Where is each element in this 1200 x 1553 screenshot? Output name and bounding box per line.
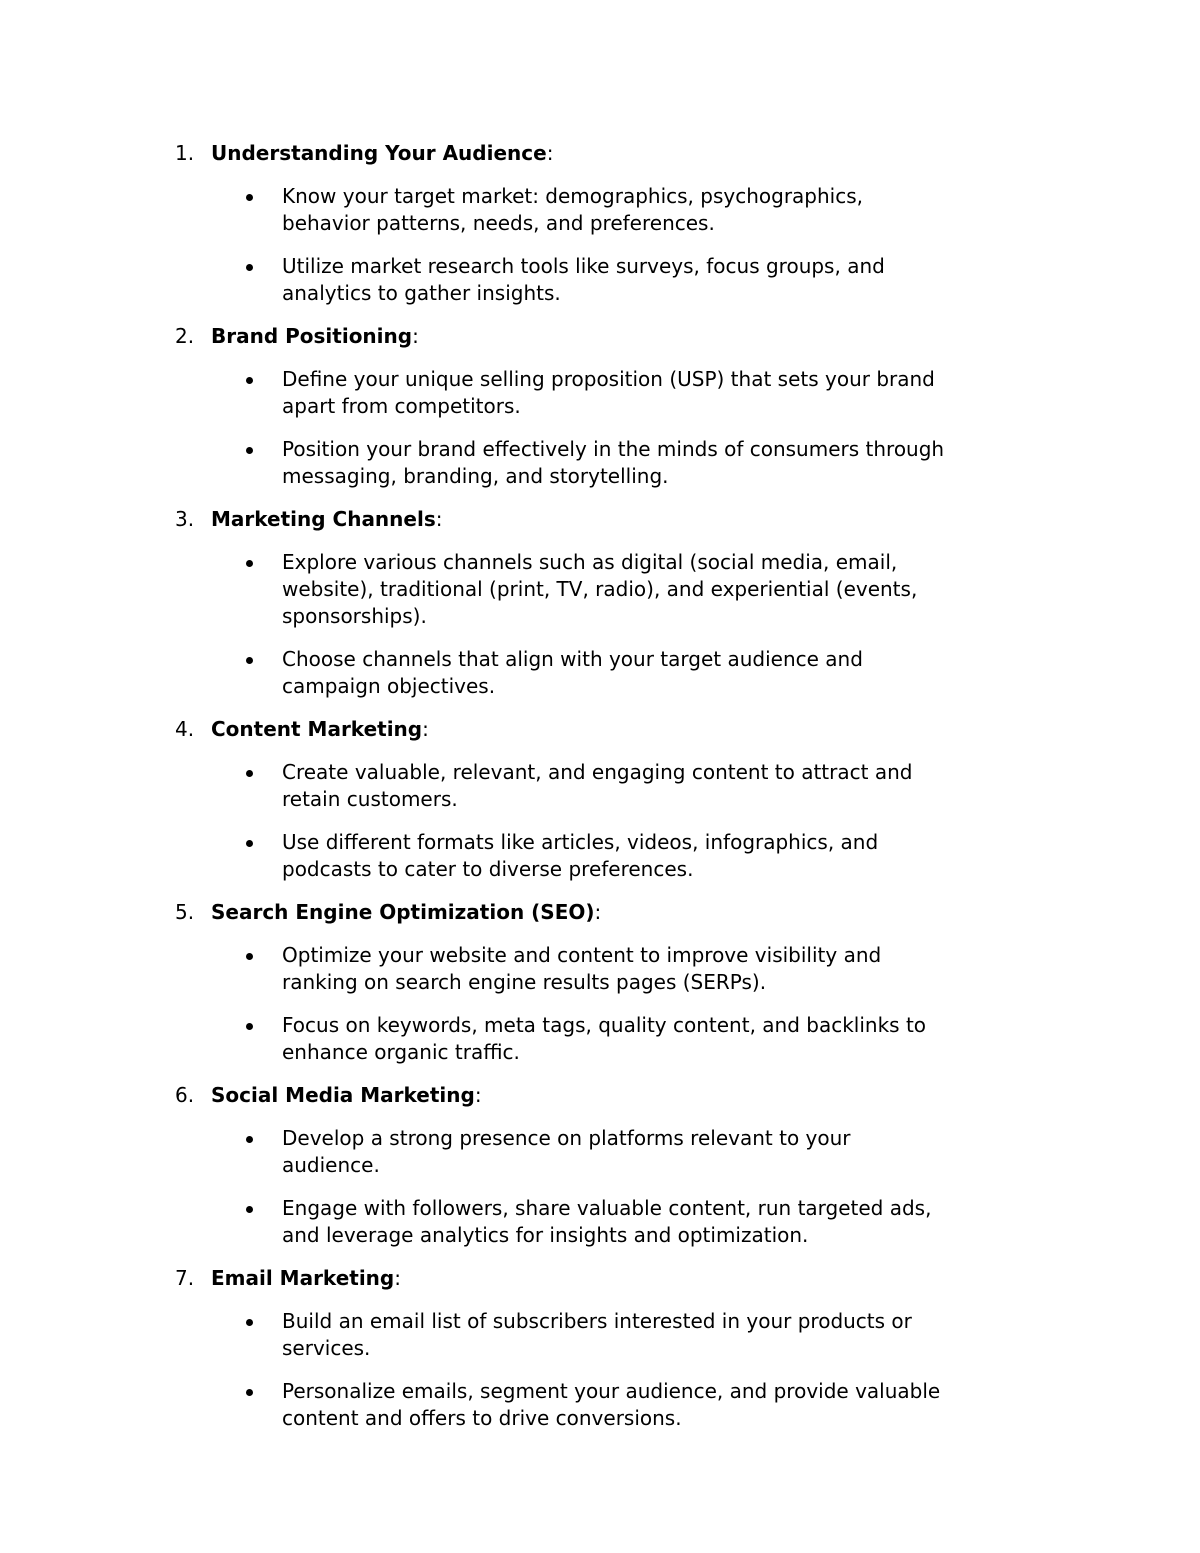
section-number: 1.	[175, 141, 195, 165]
section-colon: :	[394, 1266, 401, 1290]
bullet-text: Utilize market research tools like surveys, focus groups, and analytics to gather insights.	[282, 254, 885, 305]
section-heading	[175, 140, 1075, 167]
section-number: 2.	[175, 324, 195, 348]
bullet-text: Use different formats like articles, videos, infographics, and podcasts to cater to diverse preferences.	[282, 830, 879, 881]
section-heading	[175, 716, 1075, 743]
section-colon: :	[594, 900, 602, 924]
list-item	[175, 549, 952, 630]
bullet-text: Position your brand effectively in the minds of consumers through messaging, branding, and storytelling.	[282, 437, 945, 488]
section-number: 6.	[175, 1083, 195, 1107]
bullet-list	[175, 366, 1075, 490]
bullet-text: Engage with followers, share valuable content, run targeted ads, and leverage analytics for insights and optimization.	[282, 1196, 932, 1247]
numbered-list	[175, 140, 1075, 1448]
list-item	[175, 1012, 952, 1066]
section-heading	[175, 323, 1075, 350]
bullet-icon	[246, 1136, 253, 1143]
bullet-icon	[246, 377, 253, 384]
bullet-icon	[246, 770, 253, 777]
list-item	[175, 942, 952, 996]
bullet-text: Focus on keywords, meta tags, quality content, and backlinks to enhance organic traffic.	[282, 1013, 927, 1064]
bullet-icon	[246, 1389, 253, 1396]
section-title: Search Engine Optimization (SEO)	[211, 900, 595, 924]
bullet-icon	[246, 953, 253, 960]
section-6	[175, 1082, 1075, 1249]
list-item	[175, 759, 952, 813]
section-title: Email Marketing	[211, 1266, 395, 1290]
section-7	[175, 1265, 1075, 1432]
section-title-wrap	[211, 323, 419, 350]
bullet-text: Choose channels that align with your target audience and campaign objectives.	[282, 647, 863, 698]
bullet-list	[175, 942, 1075, 1066]
bullet-list	[175, 1308, 1075, 1432]
section-colon: :	[546, 141, 554, 165]
list-item	[175, 1308, 952, 1362]
section-title: Social Media Marketing	[211, 1083, 475, 1107]
section-4	[175, 716, 1075, 883]
section-heading	[175, 506, 1075, 533]
bullet-text: Create valuable, relevant, and engaging content to attract and retain customers.	[282, 760, 913, 811]
section-colon: :	[422, 717, 429, 741]
list-item	[175, 646, 952, 700]
list-item	[175, 1125, 952, 1179]
section-title-wrap	[211, 1082, 482, 1109]
section-colon: :	[474, 1083, 482, 1107]
section-number: 5.	[175, 900, 195, 924]
section-title-wrap	[211, 899, 601, 926]
bullet-text: Define your unique selling proposition (USP) that sets your brand apart from competitors.	[282, 367, 935, 418]
section-colon: :	[412, 324, 419, 348]
list-item	[175, 183, 952, 237]
bullet-text: Optimize your website and content to improve visibility and ranking on search engine results pages (SERPs).	[282, 943, 882, 994]
section-title: Marketing Channels	[211, 507, 436, 531]
section-title: Brand Positioning	[211, 324, 413, 348]
bullet-icon	[246, 194, 253, 201]
bullet-icon	[246, 1023, 253, 1030]
section-2	[175, 323, 1075, 490]
bullet-icon	[246, 1206, 253, 1213]
bullet-list	[175, 183, 1075, 307]
section-heading	[175, 899, 1075, 926]
section-number: 4.	[175, 717, 195, 741]
section-heading	[175, 1265, 1075, 1292]
bullet-icon	[246, 657, 253, 664]
section-heading	[175, 1082, 1075, 1109]
bullet-list	[175, 759, 1075, 883]
bullet-icon	[246, 560, 253, 567]
list-item	[175, 366, 952, 420]
section-number: 7.	[175, 1266, 195, 1290]
list-item	[175, 1195, 952, 1249]
bullet-icon	[246, 1319, 253, 1326]
section-title-wrap	[211, 716, 429, 743]
bullet-text: Know your target market: demographics, psychographics, behavior patterns, needs, and preferences.	[282, 184, 863, 235]
bullet-icon	[246, 447, 253, 454]
bullet-text: Explore various channels such as digital (social media, email, website), traditional (print, TV, radio), and experiential (events, sponsorships).	[282, 550, 918, 628]
bullet-list	[175, 1125, 1075, 1249]
bullet-text: Develop a strong presence on platforms relevant to your audience.	[282, 1126, 851, 1177]
section-title: Understanding Your Audience	[211, 141, 547, 165]
section-3	[175, 506, 1075, 700]
bullet-icon	[246, 264, 253, 271]
bullet-icon	[246, 840, 253, 847]
section-title-wrap	[211, 506, 443, 533]
section-5	[175, 899, 1075, 1066]
bullet-text: Build an email list of subscribers interested in your products or services.	[282, 1309, 912, 1360]
list-item	[175, 436, 952, 490]
section-1	[175, 140, 1075, 307]
section-number: 3.	[175, 507, 195, 531]
list-item	[175, 829, 952, 883]
section-title: Content Marketing	[211, 717, 423, 741]
bullet-text: Personalize emails, segment your audience, and provide valuable content and offers to drive conversions.	[282, 1379, 941, 1430]
list-item	[175, 253, 952, 307]
bullet-list	[175, 549, 1075, 700]
section-title-wrap	[211, 1265, 401, 1292]
section-colon: :	[435, 507, 443, 531]
section-title-wrap	[211, 140, 553, 167]
list-item	[175, 1378, 952, 1432]
